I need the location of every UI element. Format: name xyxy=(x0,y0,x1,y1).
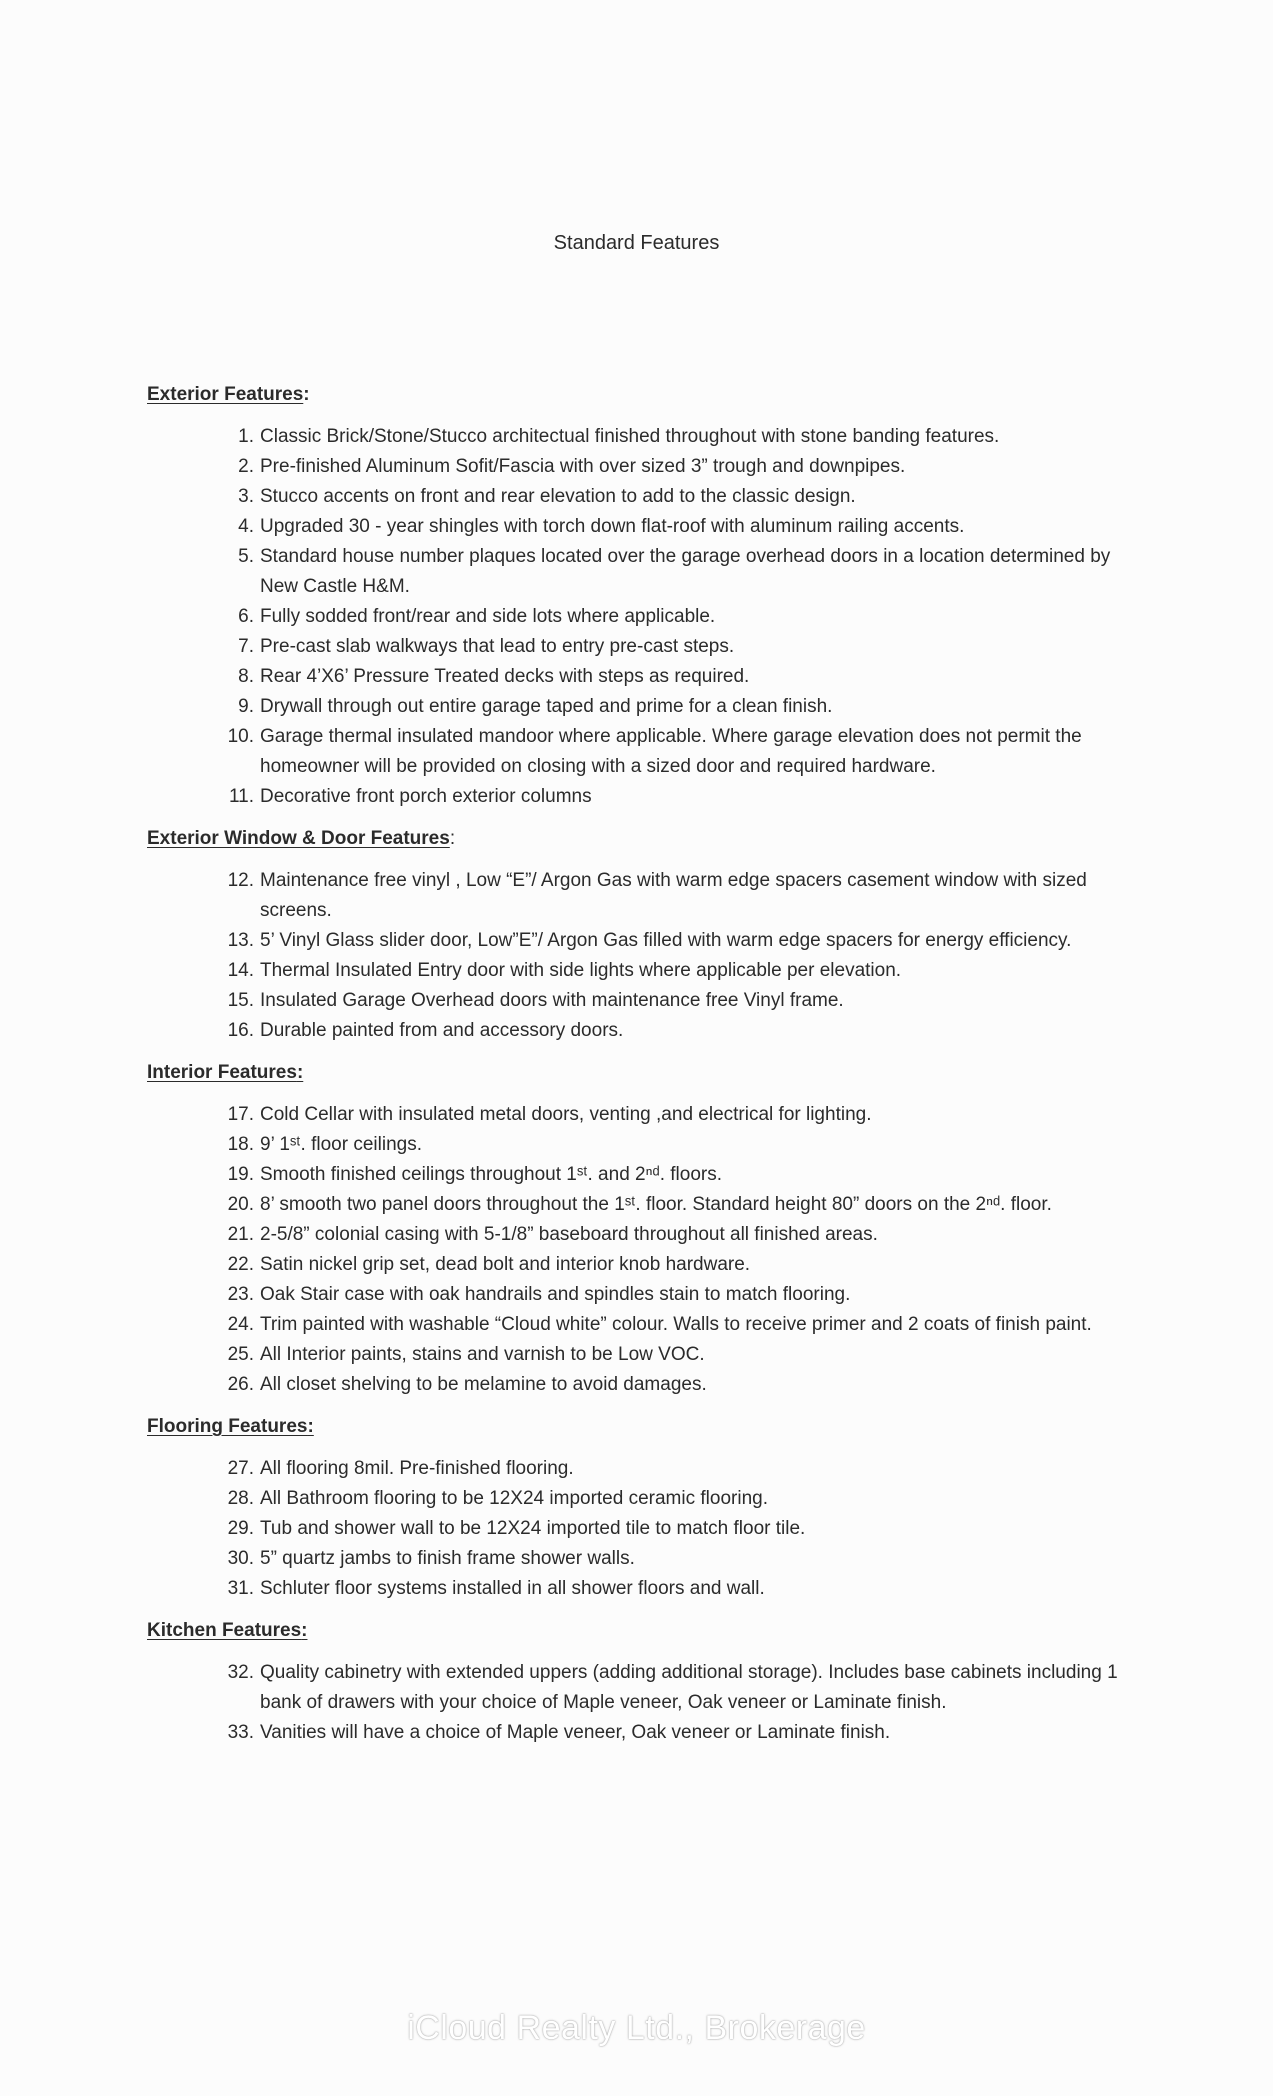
item-text: Cold Cellar with insulated metal doors, venting ,and electrical for lighting. xyxy=(260,1104,872,1125)
section-heading-colon: : xyxy=(301,1620,308,1641)
item-number: 8. xyxy=(238,666,254,687)
feature-item xyxy=(147,1514,1147,1544)
item-number: 15. xyxy=(227,990,254,1011)
feature-list xyxy=(147,1658,1147,1748)
item-number: 29. xyxy=(227,1518,254,1539)
feature-item xyxy=(147,1310,1147,1340)
feature-item xyxy=(147,542,1147,602)
item-number: 18. xyxy=(227,1134,254,1155)
item-number: 26. xyxy=(227,1374,254,1395)
item-number: 10. xyxy=(227,726,254,747)
item-text: Schluter floor systems installed in all shower floors and wall. xyxy=(260,1578,765,1599)
section-interior-features xyxy=(147,1058,1147,1400)
page-title: Standard Features xyxy=(553,232,720,254)
section-heading xyxy=(147,824,1147,854)
section-heading-text: Exterior Features xyxy=(147,384,304,405)
section-exterior-features xyxy=(147,380,1147,812)
item-text: Insulated Garage Overhead doors with maintenance free Vinyl frame. xyxy=(260,990,844,1011)
item-number: 19. xyxy=(227,1164,254,1185)
item-number: 9. xyxy=(238,696,254,717)
feature-list xyxy=(147,1100,1147,1400)
feature-item xyxy=(147,1130,1147,1160)
feature-item xyxy=(147,692,1147,722)
item-text: Quality cabinetry with extended uppers (adding additional storage). Includes base cabinets including 1 bank of drawers with your choice of Maple veneer, Oak veneer or Laminate finish. xyxy=(260,1662,1118,1713)
item-text: 2-5/8” colonial casing with 5-1/8” baseboard throughout all finished areas. xyxy=(260,1224,878,1245)
section-flooring-features xyxy=(147,1412,1147,1604)
feature-item xyxy=(147,782,1147,812)
section-heading xyxy=(147,1058,1147,1088)
item-number: 21. xyxy=(227,1224,254,1245)
feature-item xyxy=(147,512,1147,542)
section-heading-text: Interior Features xyxy=(147,1062,297,1083)
item-number: 28. xyxy=(227,1488,254,1509)
item-text: 5” quartz jambs to finish frame shower walls. xyxy=(260,1548,635,1569)
item-text: Trim painted with washable “Cloud white” colour. Walls to receive primer and 2 coats of finish paint. xyxy=(260,1314,1092,1335)
item-number: 32. xyxy=(227,1662,254,1683)
feature-list xyxy=(147,866,1147,1046)
section-heading-colon: : xyxy=(303,384,310,405)
feature-item xyxy=(147,1658,1147,1718)
item-number: 16. xyxy=(227,1020,254,1041)
item-number: 7. xyxy=(238,636,254,657)
item-number: 30. xyxy=(227,1548,254,1569)
item-text: 9’ 1ˢᵗ. floor ceilings. xyxy=(260,1134,423,1155)
item-text: Drywall through out entire garage taped and prime for a clean finish. xyxy=(260,696,833,717)
item-number: 22. xyxy=(227,1254,254,1275)
item-text: Classic Brick/Stone/Stucco architectual finished throughout with stone banding features. xyxy=(260,426,1000,447)
feature-item xyxy=(147,1190,1147,1220)
item-text: Durable painted from and accessory doors. xyxy=(260,1020,624,1041)
section-heading-text: Flooring Features xyxy=(147,1416,308,1437)
feature-item xyxy=(147,482,1147,512)
section-heading-colon: : xyxy=(296,1062,304,1083)
feature-item xyxy=(147,866,1147,926)
feature-item xyxy=(147,722,1147,782)
item-text: Tub and shower wall to be 12X24 imported tile to match floor tile. xyxy=(260,1518,806,1539)
item-text: All flooring 8mil. Pre-finished flooring. xyxy=(260,1458,574,1479)
item-number: 14. xyxy=(227,960,254,981)
feature-item xyxy=(147,1718,1147,1748)
item-number: 11. xyxy=(228,786,254,807)
feature-item xyxy=(147,662,1147,692)
section-heading-text: Kitchen Features xyxy=(147,1620,302,1641)
item-number: 13. xyxy=(227,930,254,951)
brokerage-watermark: iCloud Realty Ltd., Brokerage xyxy=(407,2009,866,2047)
item-number: 3. xyxy=(238,486,254,507)
item-text: All Bathroom flooring to be 12X24 imported ceramic flooring. xyxy=(260,1488,768,1509)
feature-item xyxy=(147,452,1147,482)
section-heading-colon: : xyxy=(449,828,456,849)
section-heading xyxy=(147,380,1147,410)
item-text: 8’ smooth two panel doors throughout the 1ˢᵗ. floor. Standard height 80” doors on the 2ⁿᵈ. floor. xyxy=(260,1194,1052,1215)
item-text: Oak Stair case with oak handrails and spindles stain to match flooring. xyxy=(260,1284,851,1305)
feature-item xyxy=(147,1220,1147,1250)
item-text: Fully sodded front/rear and side lots where applicable. xyxy=(260,606,716,627)
feature-item xyxy=(147,602,1147,632)
item-text: All Interior paints, stains and varnish to be Low VOC. xyxy=(260,1344,705,1365)
section-heading-colon: : xyxy=(307,1416,314,1437)
item-number: 31. xyxy=(227,1578,254,1599)
item-text: Maintenance free vinyl , Low “E”/ Argon Gas with warm edge spacers casement window with sized screens. xyxy=(260,870,1087,921)
item-number: 5. xyxy=(238,546,254,567)
item-number: 12. xyxy=(227,870,254,891)
item-number: 6. xyxy=(238,606,254,627)
item-text: All closet shelving to be melamine to avoid damages. xyxy=(260,1374,707,1395)
item-number: 24. xyxy=(227,1314,254,1335)
item-text: Standard house number plaques located over the garage overhead doors in a location determined by New Castle H&M. xyxy=(260,546,1111,597)
feature-item xyxy=(147,422,1147,452)
feature-item xyxy=(147,1280,1147,1310)
item-number: 1. xyxy=(238,426,254,447)
section-heading-text: Exterior Window & Door Features xyxy=(147,828,450,849)
item-number: 25. xyxy=(227,1344,254,1365)
feature-item xyxy=(147,632,1147,662)
feature-item xyxy=(147,1016,1147,1046)
item-text: Thermal Insulated Entry door with side lights where applicable per elevation. xyxy=(260,960,902,981)
item-number: 33. xyxy=(227,1722,254,1743)
item-text: Satin nickel grip set, dead bolt and interior knob hardware. xyxy=(260,1254,751,1275)
feature-item xyxy=(147,1100,1147,1130)
feature-item xyxy=(147,1574,1147,1604)
section-exterior-window-door-features xyxy=(147,824,1147,1046)
section-heading xyxy=(147,1412,1147,1442)
item-text: Vanities will have a choice of Maple veneer, Oak veneer or Laminate finish. xyxy=(260,1722,891,1743)
item-text: Stucco accents on front and rear elevation to add to the classic design. xyxy=(260,486,856,507)
item-number: 4. xyxy=(238,516,254,537)
feature-item xyxy=(147,1250,1147,1280)
feature-list xyxy=(147,1454,1147,1604)
feature-item xyxy=(147,926,1147,956)
section-heading xyxy=(147,1616,1147,1646)
feature-item xyxy=(147,1484,1147,1514)
feature-item xyxy=(147,956,1147,986)
feature-item xyxy=(147,1454,1147,1484)
feature-item xyxy=(147,986,1147,1016)
features-content xyxy=(147,380,1147,1760)
item-number: 23. xyxy=(227,1284,254,1305)
item-number: 20. xyxy=(227,1194,254,1215)
feature-item xyxy=(147,1544,1147,1574)
item-number: 17. xyxy=(227,1104,254,1125)
feature-item xyxy=(147,1340,1147,1370)
item-number: 2. xyxy=(238,456,254,477)
section-kitchen-features xyxy=(147,1616,1147,1748)
feature-item xyxy=(147,1160,1147,1190)
item-text: Pre-finished Aluminum Sofit/Fascia with over sized 3” trough and downpipes. xyxy=(260,456,906,477)
item-text: 5’ Vinyl Glass slider door, Low”E”/ Argon Gas filled with warm edge spacers for energy efficiency. xyxy=(260,930,1072,951)
item-text: Garage thermal insulated mandoor where applicable. Where garage elevation does not permit the homeowner will be provided on closing with a sized door and required hardware. xyxy=(260,726,1082,777)
item-text: Pre-cast slab walkways that lead to entry pre-cast steps. xyxy=(260,636,735,657)
item-number: 27. xyxy=(227,1458,254,1479)
item-text: Smooth finished ceilings throughout 1ˢᵗ. and 2ⁿᵈ. floors. xyxy=(260,1164,723,1185)
feature-list xyxy=(147,422,1147,812)
item-text: Upgraded 30 - year shingles with torch down flat-roof with aluminum railing accents. xyxy=(260,516,965,537)
item-text: Rear 4’X6’ Pressure Treated decks with steps as required. xyxy=(260,666,750,687)
feature-item xyxy=(147,1370,1147,1400)
item-text: Decorative front porch exterior columns xyxy=(260,786,592,807)
